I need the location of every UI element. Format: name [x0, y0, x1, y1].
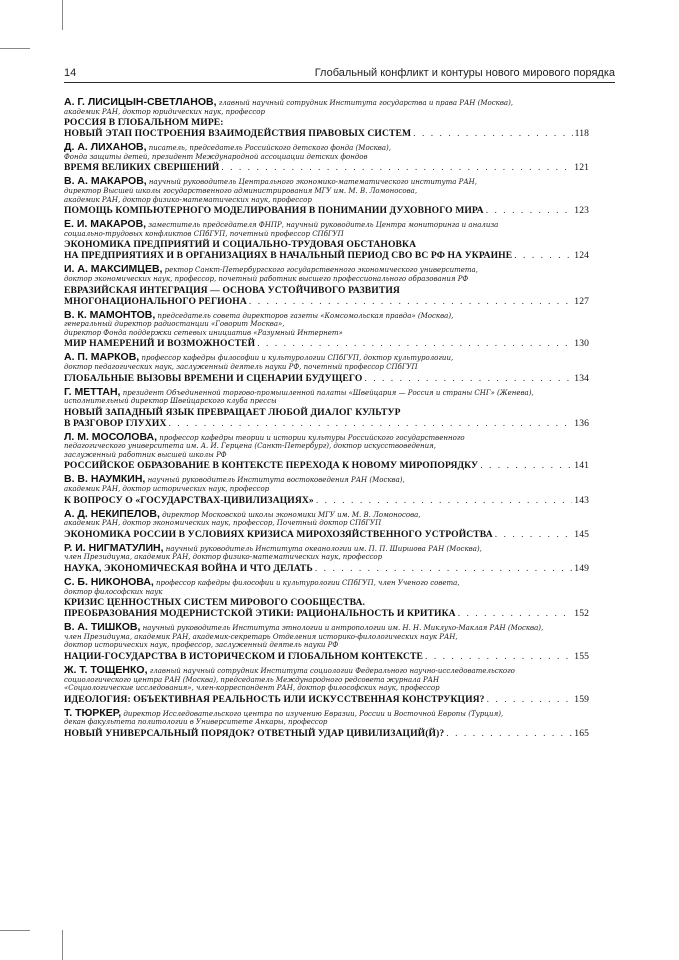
toc-entry	[64, 98, 589, 139]
author-name: Е. И. МАКАРОВ,	[64, 218, 147, 231]
dot-leader	[413, 128, 573, 139]
article-title	[64, 563, 589, 574]
author-description: доктор экономических наук, профессор, почетный работник высшего профессионального образования РФ	[64, 274, 469, 283]
toc-entry	[64, 430, 589, 472]
author-description: ректор Санкт-Петербургского государственного экономического университета,	[162, 266, 478, 275]
toc-entry	[64, 385, 589, 429]
author-name: В. А. ТИШКОВ,	[64, 621, 141, 634]
author-description: президент Объединенной торгово-промышленной палаты «Швейцария — Россия и страны СНГ» (Женева),	[120, 388, 534, 397]
dot-leader	[315, 563, 572, 574]
author-description: председатель совета директоров газеты «Комсомольская правда» (Москва),	[155, 311, 454, 320]
article-title	[64, 205, 589, 216]
dot-leader	[446, 728, 572, 739]
author-info	[64, 98, 589, 116]
author-name: Д. А. ЛИХАНОВ,	[64, 141, 147, 154]
article-title-line	[64, 608, 589, 619]
article-title	[64, 162, 589, 173]
author-description: директор Фонда поддержки сетевых инициатив «Разумный Интернет»	[64, 328, 343, 337]
article-title-line	[64, 407, 589, 418]
article-title-line	[64, 694, 589, 705]
title-text: НОВЫЙ ЭТАП ПОСТРОЕНИЯ ВЗАИМОДЕЙСТВИЯ ПРАВОВЫХ СИСТЕМ	[64, 128, 412, 140]
author-description: писатель, председатель Российского детского фонда (Москва),	[146, 144, 391, 153]
article-title	[64, 338, 589, 349]
title-text: РОССИЯ В ГЛОБАЛЬНОМ МИРЕ:	[64, 117, 224, 129]
author-info	[64, 706, 589, 727]
article-title-line	[64, 296, 589, 307]
author-name: Р. И. НИГМАТУЛИН,	[64, 541, 164, 554]
author-line	[64, 475, 589, 485]
author-name: Ж. Т. ТОЩЕНКО,	[64, 664, 148, 676]
dot-leader	[221, 162, 572, 173]
author-description: научный руководитель Института океанологии им. П. П. Ширшова РАН (Москва),	[163, 544, 482, 553]
author-info	[64, 220, 589, 238]
article-title-line	[64, 117, 589, 128]
title-text: ЭКОНОМИКА ПРЕДПРИЯТИЙ И СОЦИАЛЬНО-ТРУДОВАЯ ОБСТАНОВКА	[64, 239, 417, 251]
author-line	[64, 108, 589, 117]
author-description: научный руководитель Института востоковедения РАН (Москва),	[145, 476, 405, 485]
toc-page-number[interactable]: 145	[574, 528, 589, 540]
toc-page-number[interactable]: 165	[574, 727, 589, 739]
author-line	[64, 143, 589, 153]
author-description: заместитель председателя ФНПР, научный руководитель Центра мониторинга и анализа	[146, 221, 499, 230]
toc-page-number[interactable]: 149	[574, 563, 589, 575]
author-name: А. Д. НЕКИПЕЛОВ,	[64, 507, 160, 520]
author-line	[64, 153, 589, 162]
author-info	[64, 353, 589, 371]
author-line	[64, 718, 589, 727]
article-title-line	[64, 285, 589, 296]
toc-entry	[64, 623, 589, 662]
toc-entry	[64, 507, 589, 540]
toc-page-number[interactable]: 155	[574, 651, 589, 662]
toc-page-number[interactable]: 124	[574, 250, 589, 262]
article-title-line	[64, 128, 589, 139]
author-name: Т. ТЮРКЕР,	[64, 706, 122, 719]
author-name: С. Б. НИКОНОВА,	[64, 576, 154, 589]
article-title-line	[64, 373, 589, 384]
author-line	[64, 507, 589, 520]
article-title-line	[64, 563, 589, 574]
author-name: В. В. НАУМКИН,	[64, 473, 146, 486]
author-info	[64, 578, 589, 596]
dot-leader	[257, 338, 572, 349]
author-description: социально-трудовых конфликтов СПбГУП, почетный профессор СПбГУП	[64, 229, 344, 238]
toc-entry	[64, 220, 589, 261]
title-text: КРИЗИС ЦЕННОСТНЫХ СИСТЕМ МИРОВОГО СООБЩЕСТВА.	[64, 597, 366, 609]
author-line	[64, 641, 589, 650]
toc-page-number[interactable]: 134	[574, 372, 589, 384]
author-description: директор Московской школы экономики МГУ им. М. В. Ломоносова,	[159, 510, 421, 519]
author-line	[64, 541, 589, 554]
author-line	[64, 353, 589, 363]
author-description: доктор педагогических наук, заслуженный деятель науки РФ, почетный профессор СПбГУП	[64, 362, 418, 371]
author-info	[64, 265, 589, 283]
author-description: член Президиума, академик РАН, доктор физико-математических наук, профессор	[64, 553, 383, 562]
author-description: доктор исторических наук, профессор, заслуженный деятель науки РФ	[64, 641, 339, 650]
author-info	[64, 430, 589, 460]
crop-mark	[0, 930, 30, 931]
article-title	[64, 694, 589, 705]
author-line	[64, 633, 589, 642]
author-line	[64, 320, 589, 329]
author-line	[64, 265, 589, 275]
author-line	[64, 706, 589, 719]
toc-page-number[interactable]: 127	[574, 295, 589, 307]
author-info	[64, 143, 589, 161]
article-title	[64, 373, 589, 384]
article-title-line	[64, 651, 589, 662]
title-text: В РАЗГОВОР ГЛУХИХ	[64, 417, 167, 429]
article-title-line	[64, 418, 589, 429]
toc-page-number[interactable]: 143	[574, 494, 589, 506]
article-title	[64, 460, 589, 471]
toc-entry	[64, 177, 589, 216]
article-title	[64, 597, 589, 619]
toc-entry	[64, 475, 589, 505]
author-info	[64, 623, 589, 650]
author-description: заслуженный работник высшей школы РФ	[64, 450, 227, 459]
author-name: А. Г. ЛИСИЦЫН-СВЕТЛАНОВ,	[64, 96, 217, 108]
dot-leader	[169, 418, 573, 429]
author-description: профессор кафедры теории и истории культуры Российского государственного	[157, 433, 465, 442]
author-line	[64, 684, 589, 693]
article-title	[64, 529, 589, 540]
author-description: главный научный сотрудник Института государства и права РАН (Москва),	[216, 99, 514, 107]
dot-leader	[425, 651, 572, 662]
author-info	[64, 177, 589, 204]
dot-leader	[480, 460, 572, 471]
running-title: Глобальный конфликт и контуры нового мирового порядка	[314, 67, 615, 79]
author-description: доктор философских наук	[64, 587, 163, 596]
dot-leader	[495, 529, 573, 540]
article-title	[64, 239, 589, 261]
title-text: НОВЫЙ УНИВЕРСАЛЬНЫЙ ПОРЯДОК? ОТВЕТНЫЙ УДАР ЦИВИЛИЗАЦИЙ(Й)?	[64, 727, 445, 739]
author-line	[64, 578, 589, 588]
author-description: научный руководитель Центрального экономико-математического института РАН,	[146, 178, 477, 187]
author-description: академик РАН, доктор физико-математических наук, профессор	[64, 195, 312, 204]
author-line	[64, 329, 589, 338]
author-line	[64, 385, 589, 398]
title-text: ПОМОЩЬ КОМПЬЮТЕРНОГО МОДЕЛИРОВАНИЯ В ПОНИМАНИИ ДУХОВНОГО МИРА	[64, 205, 484, 217]
title-text: ПРЕОБРАЗОВАНИЯ МОДЕРНИСТСКОЙ ЭТИКИ: РАЦИОНАЛЬНОСТЬ И КРИТИКА	[64, 608, 456, 620]
author-description: декан факультета политологии в Университете Анкары, профессор	[64, 718, 328, 727]
author-line	[64, 553, 589, 562]
toc-entry	[64, 541, 589, 575]
toc-page-number[interactable]: 141	[574, 460, 589, 472]
dot-leader	[514, 250, 572, 261]
author-line	[64, 485, 589, 494]
toc-page-number[interactable]: 159	[574, 693, 589, 705]
title-text: НАУКА, ЭКОНОМИЧЕСКАЯ ВОЙНА И ЧТО ДЕЛАТЬ	[64, 563, 313, 575]
crop-mark	[0, 48, 30, 49]
toc-entry	[64, 578, 589, 619]
author-description: «Социологические исследования», член-корреспондент РАН, доктор философских наук, профессор	[64, 684, 440, 693]
toc-entry	[64, 143, 589, 173]
running-header	[64, 66, 615, 83]
title-text: ЕВРАЗИЙСКАЯ ИНТЕГРАЦИЯ — ОСНОВА УСТОЙЧИВОГО РАЗВИТИЯ	[64, 284, 400, 296]
author-line	[64, 308, 589, 321]
author-description: Фонда защиты детей, президент Международной ассоциации детских фондов	[64, 152, 368, 161]
title-text: НАЦИИ-ГОСУДАРСТВА В ИСТОРИЧЕСКОМ И ГЛОБАЛЬНОМ КОНТЕКСТЕ	[64, 651, 424, 662]
author-name: И. А. МАКСИМЦЕВ,	[64, 263, 163, 276]
toc-page-number[interactable]: 130	[574, 338, 589, 350]
article-title	[64, 728, 589, 739]
toc-page-number[interactable]: 152	[574, 608, 589, 620]
author-description: академик РАН, доктор экономических наук, профессор, Почетный доктор СПбГУП	[64, 519, 382, 528]
author-description: академик РАН, доктор юридических наук, профессор	[64, 107, 265, 116]
author-line	[64, 98, 589, 108]
author-line	[64, 196, 589, 205]
author-line	[64, 519, 589, 528]
article-title-line	[64, 529, 589, 540]
table-of-contents	[64, 98, 589, 743]
toc-entry	[64, 265, 589, 306]
author-line	[64, 676, 589, 685]
author-description: директор Высшей школы государственного администрирования МГУ им. М. В. Ломоносова,	[64, 186, 418, 195]
author-info	[64, 308, 589, 338]
author-info	[64, 507, 589, 528]
title-text: ЭКОНОМИКА РОССИИ В УСЛОВИЯХ КРИЗИСА МИРОХОЗЯЙСТВЕННОГО УСТРОЙСТВА	[64, 528, 493, 540]
article-title	[64, 407, 589, 429]
dot-leader	[487, 694, 573, 705]
author-line	[64, 177, 589, 187]
author-description: член Президиума, академик РАН, академик-секретарь Отделения историко-филологических наук РАН,	[64, 632, 458, 641]
author-line	[64, 230, 589, 239]
author-line	[64, 430, 589, 443]
crop-mark	[62, 0, 63, 30]
title-text: РОССИЙСКОЕ ОБРАЗОВАНИЕ В КОНТЕКСТЕ ПЕРЕХОДА К НОВОМУ МИРОПОРЯДКУ	[64, 460, 479, 472]
article-title	[64, 651, 589, 662]
author-name: В. К. МАМОНТОВ,	[64, 308, 156, 321]
author-description: академик РАН, доктор исторических наук, профессор	[64, 485, 270, 494]
article-title-line	[64, 239, 589, 250]
title-text: ГЛОБАЛЬНЫЕ ВЫЗОВЫ ВРЕМЕНИ И СЦЕНАРИИ БУДУЩЕГО	[64, 372, 363, 384]
author-line	[64, 588, 589, 597]
author-line	[64, 275, 589, 284]
toc-page-number[interactable]: 118	[574, 128, 589, 140]
author-description: исполнительный директор Швейцарского клуба прессы	[64, 397, 277, 406]
author-description: научный руководитель Института этнологии и антропологии им. Н. Н. Миклухо-Маклая РАН (Москва),	[140, 624, 544, 633]
title-text: ИДЕОЛОГИЯ: ОБЪЕКТИВНАЯ РЕАЛЬНОСТЬ ИЛИ ИСКУССТВЕННАЯ КОНСТРУКЦИЯ?	[64, 693, 485, 705]
dot-leader	[364, 373, 572, 384]
toc-page-number[interactable]: 121	[574, 162, 589, 174]
title-text: ВРЕМЯ ВЕЛИКИХ СВЕРШЕНИЙ	[64, 162, 220, 174]
author-line	[64, 666, 589, 676]
article-title-line	[64, 250, 589, 261]
author-description: профессор кафедры философии и культурологии СПбГУП, доктор культурологии,	[139, 354, 454, 363]
article-title-line	[64, 205, 589, 216]
author-line	[64, 187, 589, 196]
toc-page-number[interactable]: 136	[574, 417, 589, 429]
dot-leader	[458, 608, 573, 619]
article-title-line	[64, 460, 589, 471]
toc-entry	[64, 666, 589, 705]
article-title-line	[64, 495, 589, 506]
title-text: МНОГОНАЦИОНАЛЬНОГО РЕГИОНА	[64, 295, 247, 307]
dot-leader	[249, 296, 572, 307]
toc-entry	[64, 706, 589, 739]
author-line	[64, 442, 589, 451]
author-description: педагогического университета им. А. И. Герцена (Санкт-Петербург), доктор искусствоведения,	[64, 442, 437, 451]
page-number: 14	[64, 67, 77, 79]
crop-mark	[62, 930, 63, 960]
author-line	[64, 623, 589, 633]
title-text: НОВЫЙ ЗАПАДНЫЙ ЯЗЫК ПРЕВРАЩАЕТ ЛЮБОЙ ДИАЛОГ КУЛЬТУР	[64, 406, 401, 418]
article-title	[64, 117, 589, 139]
author-info	[64, 385, 589, 406]
author-description: директор Исследовательского центра по изучению Евразии, России и Восточной Европы (Турция),	[121, 709, 504, 718]
author-info	[64, 541, 589, 562]
dot-leader	[486, 205, 573, 216]
article-title-line	[64, 728, 589, 739]
author-line	[64, 397, 589, 406]
title-text: НА ПРЕДПРИЯТИЯХ И В ОРГАНИЗАЦИЯХ В НАЧАЛЬНЫЙ ПЕРИОД СВО ВС РФ НА УКРАИНЕ	[64, 250, 513, 262]
article-title	[64, 285, 589, 307]
article-title-line	[64, 162, 589, 173]
title-text: К ВОПРОСУ О «ГОСУДАРСТВАХ-ЦИВИЛИЗАЦИЯХ»	[64, 494, 314, 506]
author-name: Г. МЕТТАН,	[64, 385, 121, 398]
author-line	[64, 451, 589, 460]
dot-leader	[316, 495, 572, 506]
author-info	[64, 666, 589, 693]
author-description: социологического центра РАН (Москва), председатель Международного редсовета журнала РАН	[64, 675, 440, 684]
article-title	[64, 495, 589, 506]
author-description: генеральный директор радиостанции «Говорит Москва»,	[64, 320, 285, 329]
article-title-line	[64, 338, 589, 349]
title-text: МИР НАМЕРЕНИЙ И ВОЗМОЖНОСТЕЙ	[64, 338, 256, 350]
toc-page-number[interactable]: 123	[574, 205, 589, 217]
author-description: профессор кафедры философии и культурологии СПбГУП, член Ученого совета,	[153, 579, 460, 588]
toc-entry	[64, 353, 589, 383]
article-title-line	[64, 597, 589, 608]
author-line	[64, 363, 589, 372]
author-info	[64, 475, 589, 493]
author-name: Л. М. МОСОЛОВА,	[64, 430, 158, 443]
toc-entry	[64, 308, 589, 350]
author-name: А. П. МАРКОВ,	[64, 351, 140, 364]
author-description: главный научный сотрудник Института социологии Федерального научно-исследовательского	[147, 667, 515, 675]
author-line	[64, 220, 589, 230]
author-name: В. А. МАКАРОВ,	[64, 175, 147, 188]
